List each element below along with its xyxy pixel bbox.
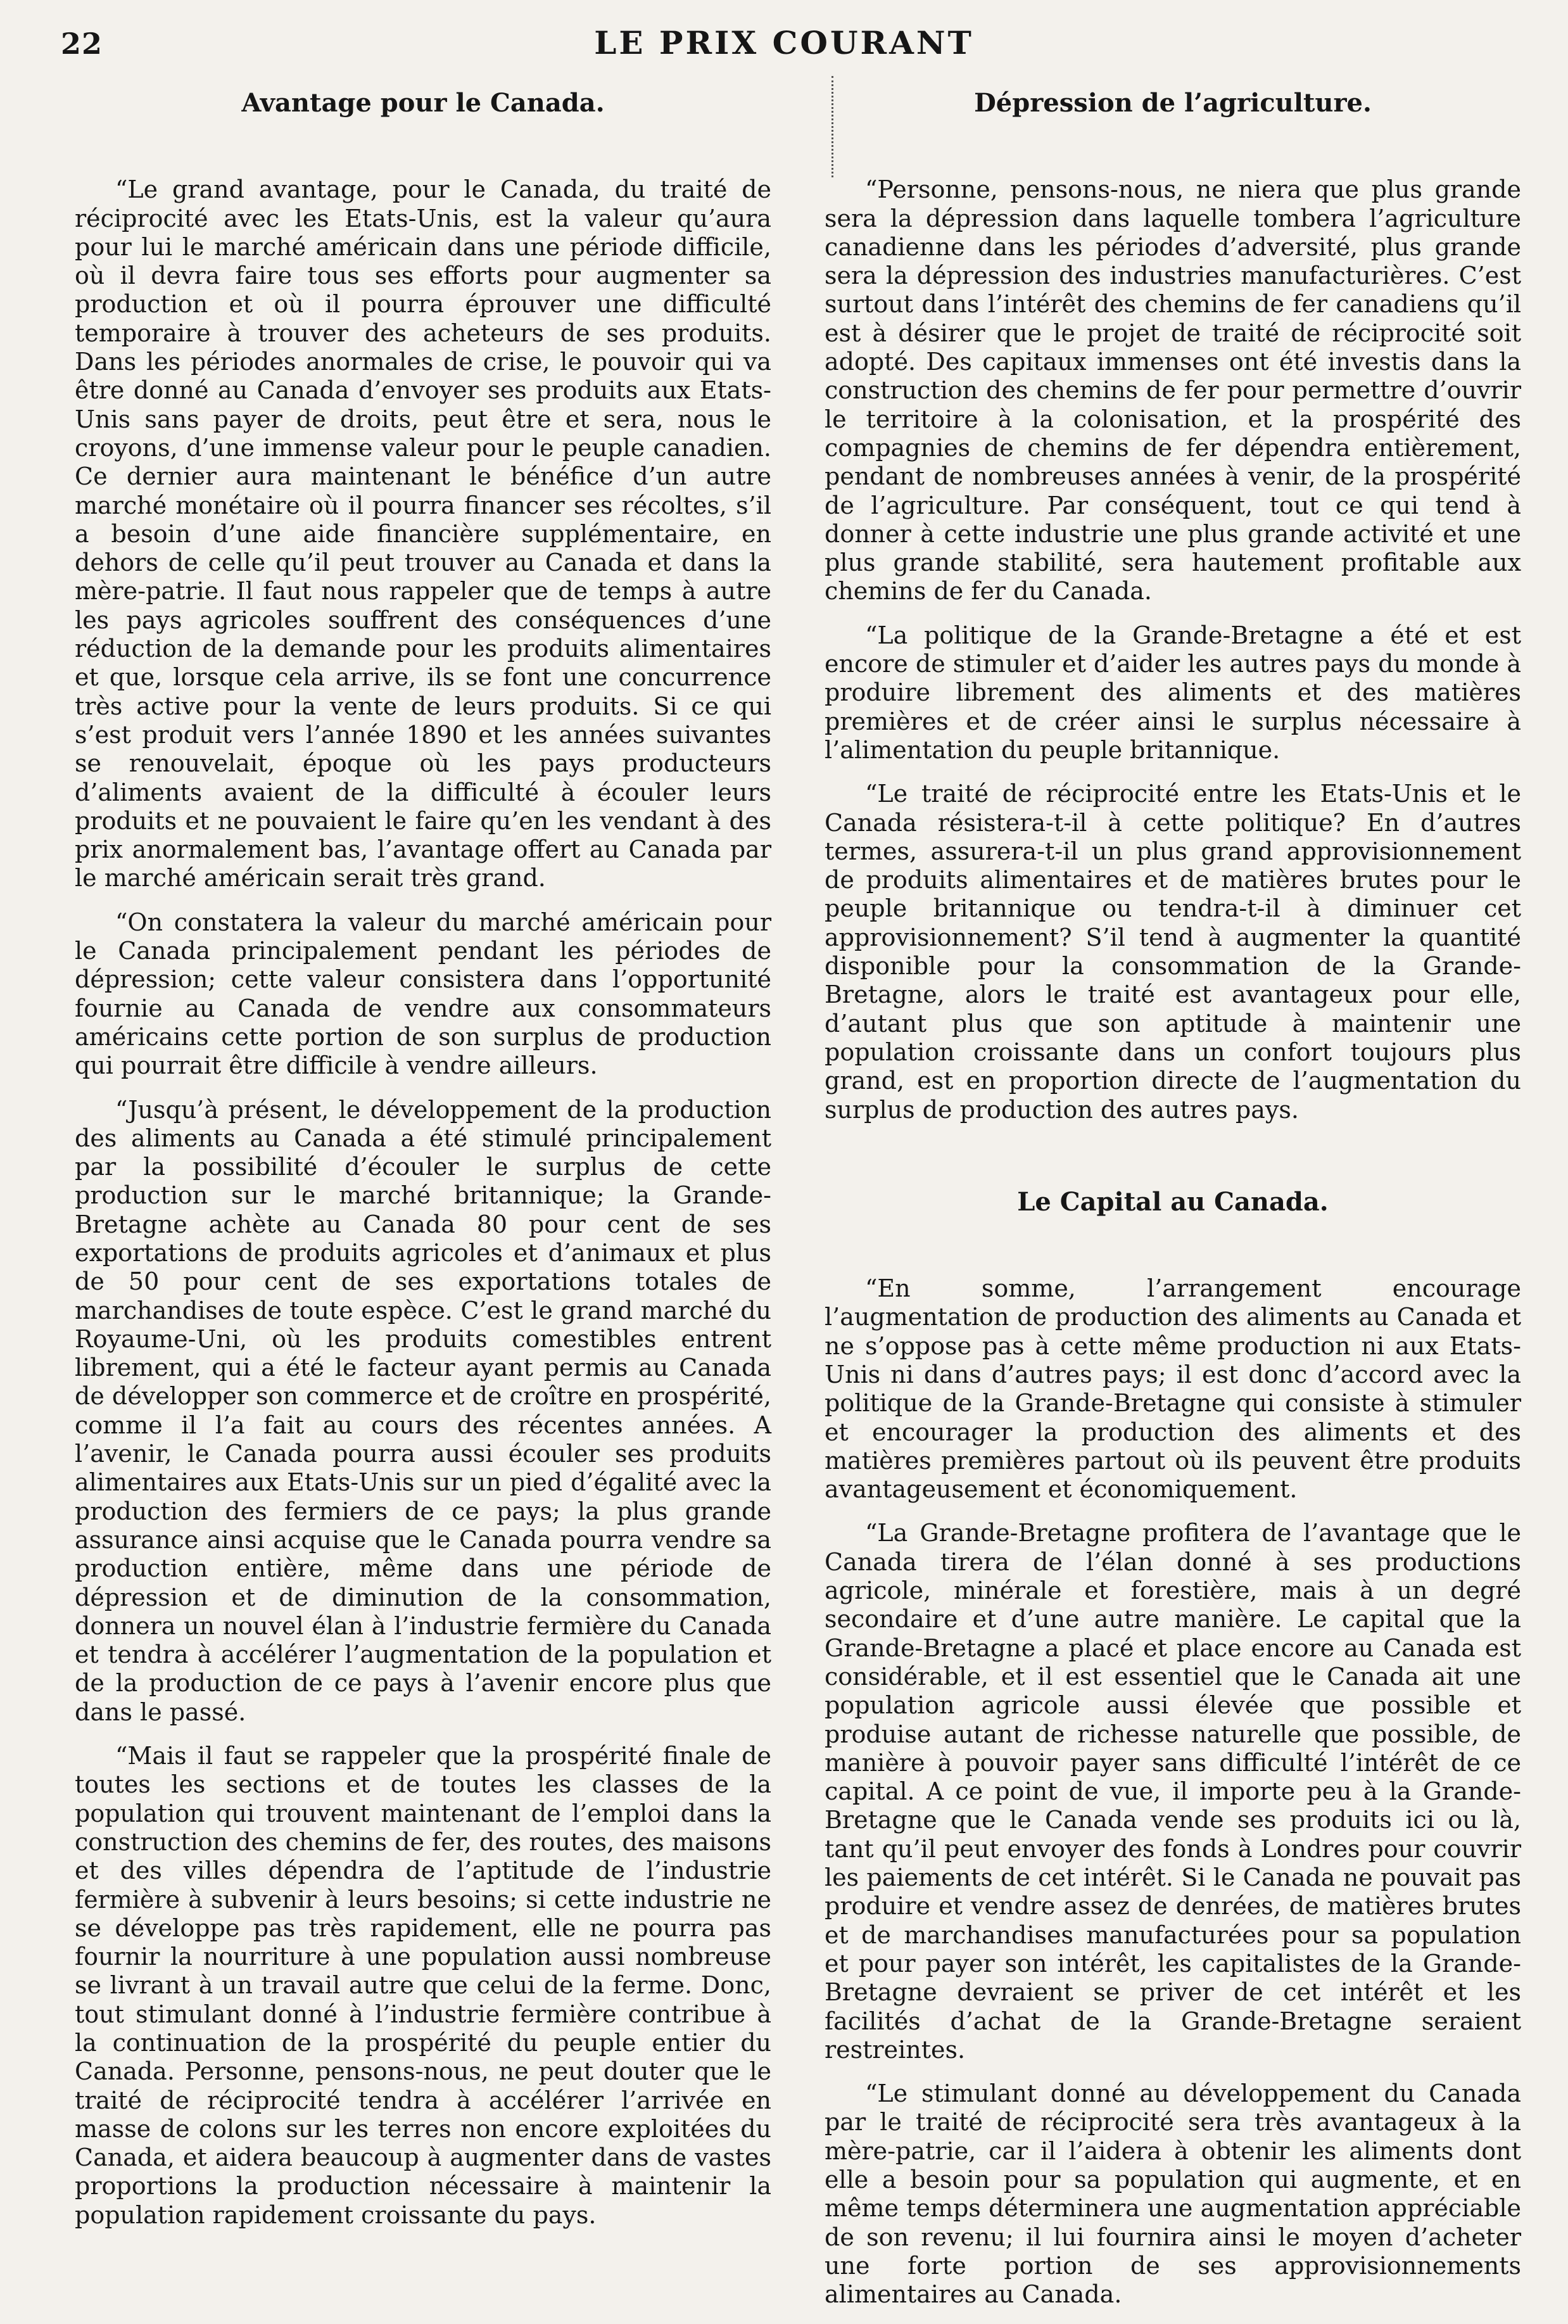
paragraph: “Mais il faut se rappeler que la prospérité finale de toutes les sections et de toutes les classes de la population qui trouvent maintenant de l’emploi dans la construction des chemins de fer, des routes, des maisons et des villes dépendra de l’aptitude de l’industrie fermière à subvenir à leurs besoins; si cette industrie ne se développe pas très rapidement, elle ne pourra pas fournir la nourriture à une population aussi nombreuse se livrant à un travail autre que celui de la ferme. Donc, tout stimulant donné à l’industrie fermière contribue à la continuation de la prospérité du peuple entier du Canada. Personne, pensons-nous, ne peut douter que le traité de réciprocité tendra à accélérer l’arrivée en masse de colons sur les terres non encore exploitées du Canada, et aidera beaucoup à augmenter dans de vastes proportions la production nécessaire à maintenir la population rapidement croissante du pays. [75, 1742, 771, 2229]
paragraph: “Jusqu’à présent, le développement de la production des aliments au Canada a été stimulé principalement par la possibilité d’écouler le surplus de cette production sur le marché britannique; la Grande-Bretagne achète au Canada 80 pour cent de ses exportations de produits agricoles et d’animaux et plus de 50 pour cent de ses exportations totales de marchandises de toute espèce. C’est le grand marché du Royaume-Uni, où les produits comestibles entrent librement, qui a été le facteur ayant permis au Canada de développer son commerce et de croître en prospérité, comme il l’a fait au cours des récentes années. A l’avenir, le Canada pourra aussi écouler ses produits alimentaires aux Etats-Unis sur un pied d’égalité avec la production des fermiers de ce pays; la plus grande assurance ainsi acquise que le Canada pourra vendre sa production entière, même dans une période de dépression et de diminution de la consommation, donnera un nouvel élan à l’industrie fermière du Canada et tendra à accélérer l’augmentation de la population et de la production de ce pays à l’avenir encore plus que dans le passé. [75, 1095, 771, 1726]
left-column [75, 89, 771, 2245]
paragraph: “En somme, l’arrangement encourage l’augmentation de production des aliments au Canada et ne s’oppose pas à cette même production ni aux Etats-Unis ni dans d’autres pays; il est donc d’accord avec la politique de la Grande-Bretagne qui consiste à stimuler et encourager la production des aliments et des matières premières partout où ils peuvent être produits avantageusement et économiquement. [825, 1274, 1521, 1504]
paragraph: “Le stimulant donné au développement du Canada par le traité de réciprocité sera très avantageux à la mère-patrie, car il l’aidera à obtenir les aliments dont elle a besoin pour sa population qui augmente, et en même temps déterminera une augmentation appréciable de son revenu; il lui fournira ainsi le moyen d’acheter une forte portion de ses approvisionnements alimentaires au Canada. [825, 2080, 1521, 2309]
paragraph: “On constatera la valeur du marché américain pour le Canada principalement pendant les périodes de dépression; cette valeur consistera dans l’opportunité fournie au Canada de vendre aux consommateurs américains cette portion de son surplus de production qui pourrait être difficile à vendre ailleurs. [75, 908, 771, 1080]
running-title: LE PRIX COURANT [594, 24, 974, 61]
right-column [825, 89, 1521, 2324]
paragraph: “Le grand avantage, pour le Canada, du traité de réciprocité avec les Etats-Unis, est la valeur qu’aura pour lui le marché américain dans une période difficile, où il devra faire tous ses efforts pour augmenter sa production et où il pourra éprouver une difficulté temporaire à trouver des acheteurs de ses produits. Dans les périodes anormales de crise, le pouvoir qui va être donné au Canada d’envoyer ses produits aux Etats-Unis sans payer de droits, peut être et sera, nous le croyons, d’une immense valeur pour le peuple canadien. Ce dernier aura maintenant le bénéfice d’un autre marché monétaire où il pourra financer ses récoltes, s’il a besoin d’une aide financière supplémentaire, en dehors de celle qu’il peut trouver au Canada et dans la mère-patrie. Il faut nous rappeler que de temps à autre les pays agricoles souffrent des conséquences d’une réduction de la demande pour les produits alimentaires et que, lorsque cela arrive, ils se font une concurrence très active pour la vente de leurs produits. Si ce qui s’est produit vers l’année 1890 et les années suivantes se renouvelait, époque où les pays producteurs d’aliments avaient de la difficulté à écouler leurs produits et ne pouvaient le faire qu’en les vendant à des prix anormalement bas, l’avantage offert au Canada par le marché américain serait très grand. [75, 175, 771, 892]
page-number: 22 [61, 27, 103, 61]
paragraph: “La politique de la Grande-Bretagne a été et est encore de stimuler et d’aider les autres pays du monde à produire librement des aliments et des matières premières et de créer ainsi le surplus nécessaire à l’alimentation du peuple britannique. [825, 621, 1521, 764]
paragraph: “La Grande-Bretagne profitera de l’avantage que le Canada tirera de l’élan donné à ses productions agricole, minérale et forestière, mais à un degré secondaire et d’une autre manière. Le capital que la Grande-Bretagne a placé et place encore au Canada est considérable, et il est essentiel que le Canada ait une population agricole aussi élevée que possible et produise autant de richesse naturelle que possible, de manière à pouvoir payer sans difficulté l’intérêt de ce capital. A ce point de vue, il importe peu à la Grande-Bretagne que le Canada vende ses produits ici ou là, tant qu’il peut envoyer des fonds à Londres pour couvrir les paiements de cet intérêt. Si le Canada ne pouvait pas produire et vendre assez de denrées, de matières brutes et de marchandises manufacturées pour sa population et pour payer son intérêt, les capitalistes de la Grande-Bretagne devraient se priver de cet intérêt et les facilités d’achat de la Grande-Bretagne seraient restreintes. [825, 1519, 1521, 2064]
paragraph: “Personne, pensons-nous, ne niera que plus grande sera la dépression dans laquelle tombera l’agriculture canadienne dans les périodes d’adversité, plus grande sera la dépression des industries manufacturières. C’est surtout dans l’intérêt des chemins de fer canadiens qu’il est à désirer que le projet de traité de réciprocité soit adopté. Des capitaux immenses ont été investis dans la construction des chemins de fer pour permettre d’ouvrir le territoire à la colonisation, et la prospérité des compagnies de chemins de fer dépendra entièrement, pendant de nombreuses années à venir, de la prospérité de l’agriculture. Par conséquent, tout ce qui tend à donner à cette industrie une plus grande activité et une plus grande stabilité, sera hautement profitable aux chemins de fer du Canada. [825, 175, 1521, 606]
section-heading: Dépression de l’agriculture. [974, 88, 1372, 118]
paragraph: “Le traité de réciprocité entre les Etats-Unis et le Canada résistera-t-il à cette politique? En d’autres termes, assurera-t-il un plus grand approvisionnement de produits alimentaires et de matières brutes pour le peuple britannique ou tendra-t-il à diminuer cet approvisionnement? S’il tend à augmenter la quantité disponible pour la consommation de la Grande-Bretagne, alors le traité est avantageux pour elle, d’autant plus que son aptitude à maintenir une population croissante dans un confort toujours plus grand, est en proportion directe de l’augmentation du surplus de production des autres pays. [825, 780, 1521, 1124]
section-heading: Le Capital au Canada. [1017, 1186, 1329, 1217]
section-heading: Avantage pour le Canada. [241, 88, 605, 118]
